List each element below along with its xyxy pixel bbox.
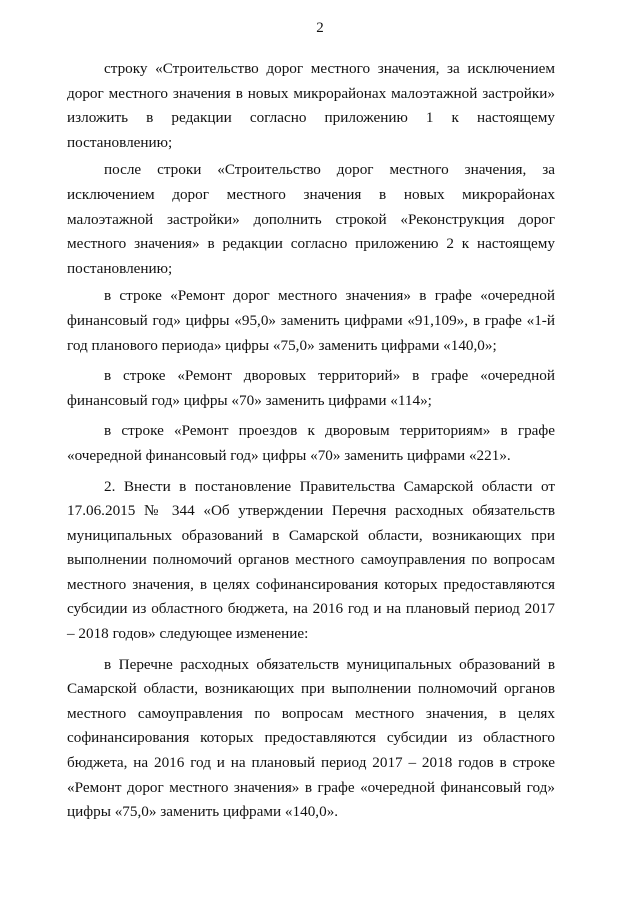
paragraph-6: 2. Внести в постановление Правительства Самарской области от 17.06.2015 № 344 «Об утверждении Перечня расходных обязательств муниципальных образований в Самарской области, возникающих при выполнении полномочий органов местного самоуправления по вопросам местного значения, в целях софинансирования которых предоставляются субсидии из областного бюджета, на 2016 год и на плановый период 2017 – 2018 годов» следующее изменение:: [67, 477, 555, 643]
paragraph-3: в строке «Ремонт дорог местного значения» в графе «очередной финансовый год» цифры «95,0» заменить цифрами «91,109», в графе «1-й год планового периода» цифры «75,0» заменить цифрами «140,0»;: [67, 287, 555, 354]
paragraph-2: после строки «Строительство дорог местного значения, за исключением дорог местного значения в новых микрорайонах малоэтажной застройки» дополнить строкой «Реконструкция дорог местного значения» в редакции согласно приложению 2 к настоящему постановлению;: [67, 161, 555, 277]
paragraph-4: в строке «Ремонт дворовых территорий» в графе «очередной финансовый год» цифры «70» заменить цифрами «114»;: [67, 367, 555, 409]
paragraph-1: строку «Строительство дорог местного значения, за исключением дорог местного значения в новых микрорайонах малоэтажной застройки» изложить в редакции согласно приложению 1 к настоящему постановлению;: [67, 60, 555, 151]
document-body: [67, 57, 555, 831]
paragraph-7: в Перечне расходных обязательств муниципальных образований в Самарской области, возникающих при выполнении полномочий органов местного самоуправления по вопросам местного значения, в целях софинансирования которых предоставляются субсидии из областного бюджета, на 2016 год и на плановый период 2017 – 2018 годов в строке «Ремонт дорог местного значения» в графе «очередной финансовый год» цифры «75,0» заменить цифрами «140,0».: [67, 655, 555, 821]
page-number: 2: [316, 20, 324, 36]
paragraph-5: в строке «Ремонт проездов к дворовым территориям» в графе «очередной финансовый год» цифры «70» заменить цифрами «221».: [67, 422, 555, 464]
